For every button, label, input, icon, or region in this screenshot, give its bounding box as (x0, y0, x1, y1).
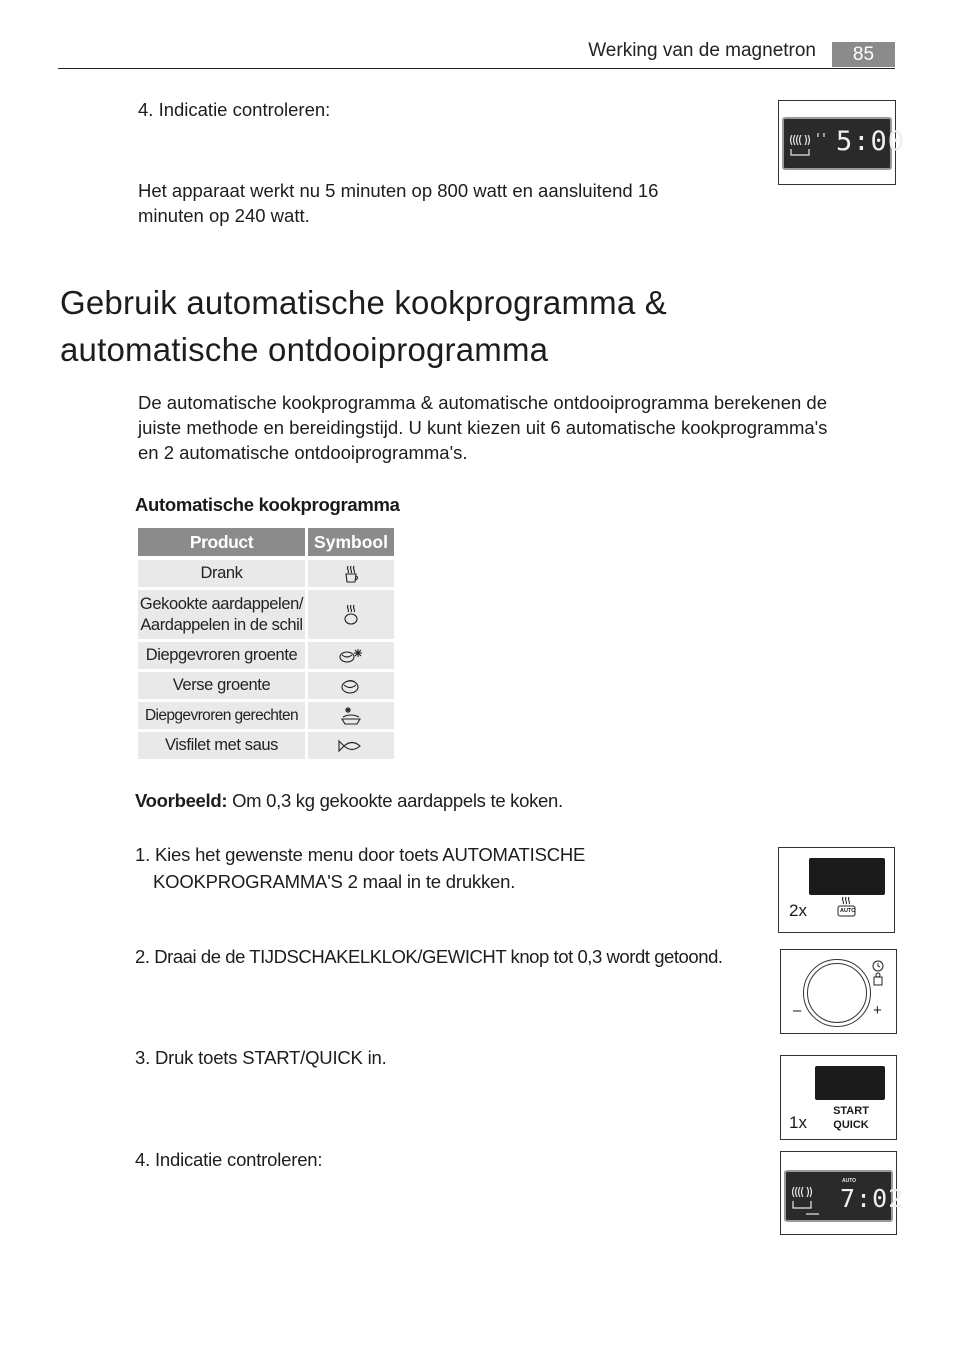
press-count: 2x (789, 901, 807, 920)
table-header-row (138, 528, 394, 556)
example-line (135, 788, 563, 813)
step1-line2: KOOKPROGRAMMA'S 2 maal in te drukken. (153, 871, 516, 892)
header-rule (58, 68, 895, 69)
symbol-cell (308, 642, 394, 669)
cook-programs-table (138, 528, 394, 762)
drink-icon (342, 565, 360, 583)
product-cell: Diepgevroren gerechten (138, 702, 305, 729)
clock-weight-icon (871, 960, 885, 988)
product-cell-line1: Gekookte aardappelen/ (139, 594, 304, 613)
section-title-line2: automatische ontdooiprogramma (60, 331, 549, 368)
start-label: START (833, 1105, 869, 1117)
table-row (138, 672, 394, 699)
auto-indicator: AUTO (842, 1178, 857, 1184)
symbol-cell (308, 672, 394, 699)
symbol-cell (308, 732, 394, 759)
step3-line1: 3. Druk toets START/QUICK in. (135, 1047, 387, 1068)
column-header-symbol: Symbool (308, 528, 394, 556)
display-value: 5:00 (836, 126, 906, 157)
auto-cook-button[interactable] (836, 896, 858, 918)
fish-icon (338, 739, 364, 753)
step1-line1: 1. Kies het gewenste menu door toets AUTOMATISCHE (135, 844, 586, 865)
lcd-display-blank (815, 1066, 885, 1100)
dial-figure (780, 949, 897, 1034)
table-row (138, 642, 394, 669)
example-text: Om 0,3 kg gekookte aardappels te koken. (227, 790, 563, 811)
press-count: 1x (789, 1113, 807, 1132)
frozen-vegetables-icon (338, 647, 364, 665)
symbol-cell (308, 560, 394, 587)
step2-line1: 2. Draai de de TIJDSCHAKELKLOK/GEWICHT knop tot 0,3 wordt getoond. (135, 946, 723, 967)
table-row (138, 702, 394, 729)
product-cell: Visfilet met saus (138, 732, 305, 759)
intro-line2: juiste methode en bereidingstijd. U kunt kiezen uit 6 automatische kookprogramma's (138, 417, 828, 438)
step4-line1: 4. Indicatie controleren: (135, 1149, 323, 1170)
display-figure-500 (778, 100, 906, 185)
display-figure-702 (780, 1151, 905, 1235)
column-header-product: Product (138, 528, 305, 556)
table-row (138, 560, 394, 587)
page-number: 85 (832, 42, 895, 67)
intro-line3: en 2 automatische ontdooiprogramma's. (138, 442, 468, 463)
display-value: 7:02 (840, 1184, 905, 1213)
product-cell: Verse groente (138, 672, 305, 699)
symbol-cell (308, 590, 394, 639)
auto-label: AUTO (840, 908, 856, 914)
table-row (138, 590, 394, 639)
product-cell: Diepgevroren groente (138, 642, 305, 669)
frozen-meal-icon (339, 706, 363, 726)
dial-plus: + (873, 1002, 882, 1019)
step-check-display-label: 4. Indicatie controleren: (138, 99, 331, 120)
dial-minus: – (793, 1002, 802, 1019)
product-cell: Drank (138, 560, 305, 587)
start-quick-button[interactable] (829, 1104, 873, 1132)
running-header-title: Werking van de magnetron (588, 40, 816, 61)
lcd-display (782, 117, 906, 170)
fresh-vegetables-icon (340, 677, 362, 695)
step-note-line1: Het apparaat werkt nu 5 minuten op 800 watt en aansluitend 16 (138, 180, 659, 201)
start-button-figure (780, 1055, 897, 1140)
dial-inner-ring (807, 963, 867, 1023)
timer-weight-dial[interactable] (803, 959, 871, 1027)
product-cell (138, 590, 305, 639)
potato-icon (342, 604, 360, 626)
quick-label: QUICK (833, 1119, 869, 1131)
lcd-display (784, 1170, 905, 1222)
symbol-cell (308, 702, 394, 729)
intro-line1: De automatische kookprogramma & automatische ontdooiprogramma berekenen de (138, 392, 827, 413)
step-note-line2: minuten op 240 watt. (138, 205, 310, 226)
lcd-display-blank (809, 858, 885, 895)
auto-button-figure (778, 847, 895, 933)
section-title-line1: Gebruik automatische kookprogramma & (60, 284, 667, 321)
table-title: Automatische kookprogramma (135, 494, 400, 515)
auto-cook-icon (836, 896, 858, 918)
example-label: Voorbeeld: (135, 790, 228, 811)
table-row (138, 732, 394, 759)
product-cell-line2: Aardappelen in de schil (140, 615, 303, 634)
